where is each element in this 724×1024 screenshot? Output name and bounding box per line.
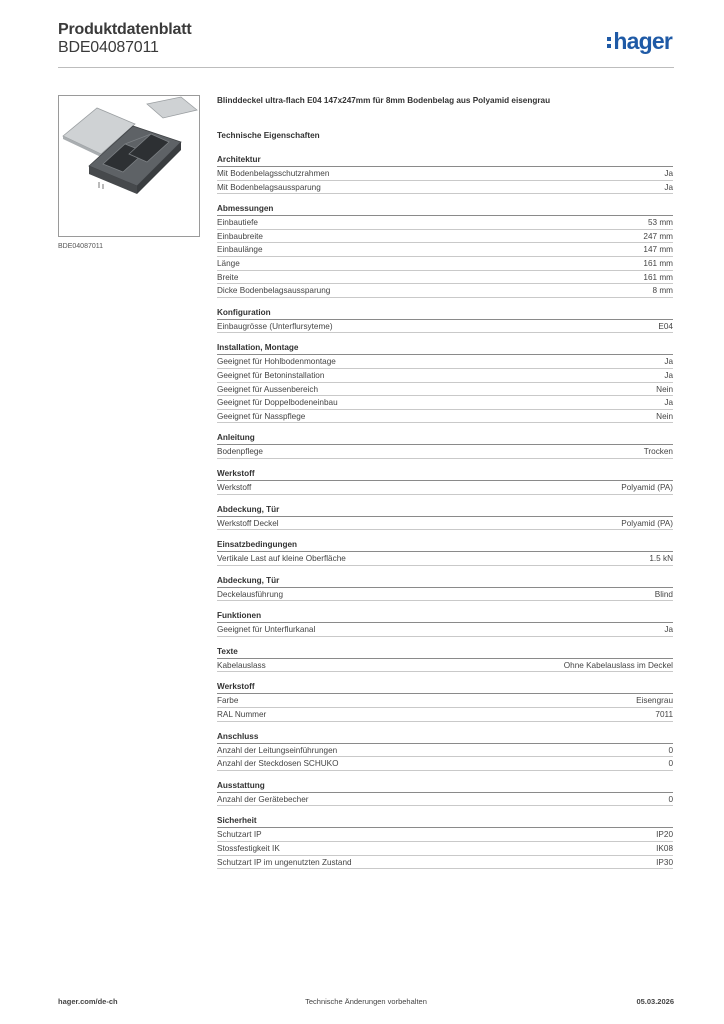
spec-label: Anzahl der Gerätebecher <box>217 794 309 804</box>
spec-label: Geeignet für Hohlbodenmontage <box>217 357 336 367</box>
spec-row <box>217 481 673 495</box>
spec-label: Kabelauslass <box>217 660 266 670</box>
spec-value: 147 mm <box>643 245 673 255</box>
spec-value: 1.5 kN <box>649 554 673 564</box>
tech-heading: Technische Eigenschaften <box>217 131 320 140</box>
spec-label: Geeignet für Nasspflege <box>217 411 306 421</box>
spec-value: Blind <box>654 589 673 599</box>
spec-value: 53 mm <box>647 218 673 228</box>
section-title: Einsatzbedingungen <box>217 539 673 552</box>
spec-value: 161 mm <box>643 258 673 268</box>
section-title: Anschluss <box>217 731 673 744</box>
spec-row <box>217 216 673 230</box>
spec-row <box>217 552 673 566</box>
spec-label: Einbautiefe <box>217 218 258 228</box>
spec-section <box>217 731 673 771</box>
spec-row <box>217 856 673 870</box>
spec-label: Einbaulänge <box>217 245 263 255</box>
spec-row <box>217 243 673 257</box>
spec-label: Länge <box>217 258 240 268</box>
product-image <box>58 95 200 237</box>
spec-value: Polyamid (PA) <box>621 482 673 492</box>
footer-website-link[interactable]: hager.com/de-ch <box>58 997 118 1006</box>
header-divider <box>58 67 674 68</box>
spec-value: 247 mm <box>643 231 673 241</box>
spec-row <box>217 757 673 771</box>
footer-disclaimer: Technische Änderungen vorbehalten <box>305 997 427 1006</box>
spec-label: Breite <box>217 272 239 282</box>
spec-row <box>217 230 673 244</box>
section-title: Architektur <box>217 154 673 167</box>
spec-row <box>217 708 673 722</box>
spec-value: Ja <box>664 625 673 635</box>
spec-row <box>217 271 673 285</box>
footer-date: 05.03.2026 <box>636 997 674 1006</box>
spec-section <box>217 504 673 531</box>
logo-text: hager <box>613 28 672 54</box>
spec-section <box>217 342 673 423</box>
spec-label: Geeignet für Aussenbereich <box>217 384 319 394</box>
spec-label: Mit Bodenbelagsschutzrahmen <box>217 169 330 178</box>
spec-label: Werkstoff <box>217 482 252 492</box>
spec-value: Ja <box>664 398 673 408</box>
spec-row <box>217 744 673 758</box>
spec-label: Mit Bodenbelagsaussparung <box>217 182 321 192</box>
spec-sections <box>217 154 673 869</box>
section-title: Installation, Montage <box>217 342 673 355</box>
spec-section <box>217 432 673 459</box>
spec-label: Geeignet für Doppelbodeneinbau <box>217 398 338 408</box>
spec-row <box>217 257 673 271</box>
product-code: BDE04087011 <box>58 39 159 56</box>
section-title: Anleitung <box>217 432 673 445</box>
spec-value: 0 <box>668 745 673 755</box>
spec-row <box>217 793 673 807</box>
spec-value: Ja <box>664 169 673 178</box>
product-illustration-icon <box>59 96 199 236</box>
spec-value: Nein <box>656 411 673 421</box>
image-caption: BDE04087011 <box>58 243 104 250</box>
spec-value: 161 mm <box>643 272 673 282</box>
spec-section <box>217 646 673 673</box>
spec-row <box>217 623 673 637</box>
spec-value: IP20 <box>656 830 673 840</box>
section-title: Texte <box>217 646 673 659</box>
spec-value: Ja <box>664 370 673 380</box>
spec-row <box>217 369 673 383</box>
spec-value: 0 <box>668 794 673 804</box>
section-title: Werkstoff <box>217 468 673 481</box>
spec-value: IP30 <box>656 857 673 867</box>
spec-row <box>217 181 673 195</box>
spec-label: Vertikale Last auf kleine Oberfläche <box>217 554 346 564</box>
product-title: Blinddeckel ultra-flach E04 147x247mm für 8mm Bodenbelag aus Polyamid eisengrau <box>217 96 551 105</box>
spec-row <box>217 396 673 410</box>
spec-section <box>217 681 673 721</box>
section-title: Sicherheit <box>217 815 673 828</box>
spec-section <box>217 154 673 194</box>
spec-label: Einbaubreite <box>217 231 263 241</box>
spec-label: RAL Nummer <box>217 710 267 720</box>
spec-label: Deckelausführung <box>217 589 283 599</box>
spec-label: Bodenpflege <box>217 447 263 457</box>
spec-row <box>217 320 673 334</box>
spec-label: Dicke Bodenbelagsaussparung <box>217 286 331 296</box>
spec-label: Schutzart IP <box>217 830 262 840</box>
spec-label: Schutzart IP im ungenutzten Zustand <box>217 857 352 867</box>
section-title: Abdeckung, Tür <box>217 504 673 517</box>
spec-value: IK08 <box>656 844 673 854</box>
spec-label: Geeignet für Unterflurkanal <box>217 625 316 635</box>
spec-value: Eisengrau <box>636 696 673 706</box>
spec-section <box>217 610 673 637</box>
spec-label: Anzahl der Leitungseinführungen <box>217 745 338 755</box>
spec-row <box>217 659 673 673</box>
spec-row <box>217 410 673 424</box>
page-header <box>58 20 674 68</box>
spec-section <box>217 307 673 334</box>
spec-label: Einbaugrösse (Unterflursyteme) <box>217 321 333 331</box>
spec-value: Nein <box>656 384 673 394</box>
spec-section <box>217 815 673 869</box>
spec-value: Ohne Kabelauslass im Deckel <box>563 660 673 670</box>
spec-section <box>217 539 673 566</box>
spec-value: Ja <box>664 182 673 192</box>
section-title: Ausstattung <box>217 780 673 793</box>
spec-row <box>217 355 673 369</box>
spec-row <box>217 284 673 298</box>
spec-content <box>217 95 673 878</box>
section-title: Werkstoff <box>217 681 673 694</box>
spec-value: E04 <box>658 321 673 331</box>
logo-dots-icon <box>607 37 611 48</box>
spec-section <box>217 203 673 298</box>
spec-value: Polyamid (PA) <box>621 518 673 528</box>
spec-value: 8 mm <box>652 286 673 296</box>
spec-row <box>217 517 673 531</box>
spec-value: Ja <box>664 357 673 367</box>
page-title: Produktdatenblatt <box>58 21 192 38</box>
section-title: Konfiguration <box>217 307 673 320</box>
spec-section <box>217 468 673 495</box>
spec-row <box>217 842 673 856</box>
spec-row <box>217 588 673 602</box>
spec-value: 7011 <box>655 710 673 720</box>
spec-row <box>217 167 673 181</box>
spec-label: Geeignet für Betoninstallation <box>217 370 325 380</box>
spec-label: Werkstoff Deckel <box>217 518 279 528</box>
spec-label: Stossfestigkeit IK <box>217 844 280 854</box>
spec-row <box>217 694 673 708</box>
spec-label: Farbe <box>217 696 239 706</box>
spec-row <box>217 383 673 397</box>
section-title: Funktionen <box>217 610 673 623</box>
spec-row <box>217 445 673 459</box>
spec-label: Anzahl der Steckdosen SCHUKO <box>217 759 339 769</box>
section-title: Abdeckung, Tür <box>217 575 673 588</box>
hager-logo[interactable] <box>607 30 672 52</box>
spec-value: Trocken <box>643 447 673 457</box>
spec-value: 0 <box>668 759 673 769</box>
section-title: Abmessungen <box>217 203 673 216</box>
spec-row <box>217 828 673 842</box>
spec-section <box>217 575 673 602</box>
spec-section <box>217 780 673 807</box>
